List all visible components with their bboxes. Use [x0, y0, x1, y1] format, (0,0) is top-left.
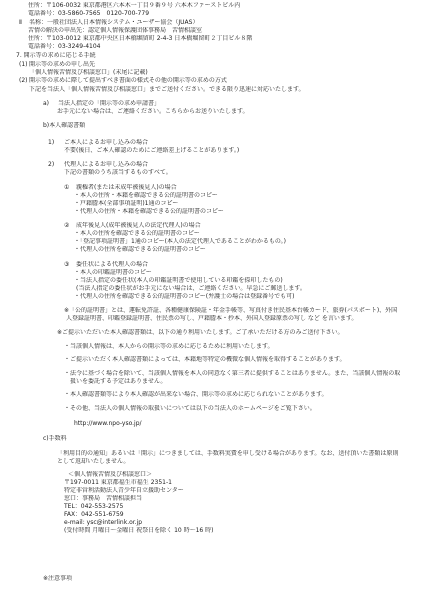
agent-type-3-doc: ・当法人指定の委任状(本人の印鑑証明書で使用している印鑑を捺印したもの): [74, 277, 283, 284]
item-c-line: [43, 435, 67, 443]
sub-1-body: 「個人情報苦情及び相談窓口」(末尾に記載): [29, 69, 148, 76]
item-c-body: 「利用目的の通知」あるいは「開示」につきましては、手数料実費を申し受ける場合があります。なお、送付頂いた書類は原則: [57, 450, 399, 457]
agent-type-1-mark: ①: [64, 184, 70, 191]
agent-type-3-doc: (当法人指定の委任状がお手元にない場合は、ご連絡ください。早急にご郵送します。: [76, 285, 306, 292]
agent-type-3-line: [64, 261, 148, 269]
agent-type-1-doc: ・本人の住所・本籍を確認できる公的証明書のコピー: [74, 192, 218, 199]
contact-2-name: 名称：一般社団法人日本情報システム・ユーザー協会（JUAS）: [29, 19, 199, 26]
contact-desk-heading: ＜個人情報苦情及び相談窓口＞: [68, 471, 153, 478]
agent-type-3-mark: ③: [64, 261, 70, 268]
case-2-body: 下記の書類のうち該当するものすべて。: [64, 169, 172, 176]
public-cert-note: ※「公的証明書」とは、運転免許証、各種健康保険証・年金手帳等、写真付き住民基本台帳カード、旅券(パスポート)、外国: [64, 307, 398, 314]
sub-1-label: (1): [19, 61, 28, 68]
contact-desk-fax: FAX：042-551-6759: [64, 511, 124, 518]
notes-heading: ※注意事項: [43, 575, 73, 582]
agent-type-3-doc: ・本人の印鑑証明書のコピー: [74, 269, 152, 276]
case-1-line: [48, 139, 148, 147]
usage-item-continued: 扱いを委託する予定はありません。: [70, 378, 167, 385]
item-b-line: [43, 122, 85, 130]
public-cert-note: 人登録証明書、印鑑登録証明書、住民票の写し、戸籍謄本・抄本、外国人登録原票の写し など を言います。: [66, 315, 358, 322]
agent-type-3-title: 委任状による代理人の場合: [76, 261, 149, 268]
item-a-line: [43, 100, 160, 108]
contact-desk-hours: (受付時間 月曜日～金曜日 祝祭日を除く 10 時～16 時): [64, 527, 214, 534]
case-1-label: 1): [48, 139, 55, 146]
section-7-heading: 7. 開示等の求めに応じる手続: [16, 52, 96, 59]
item-a-label: a): [43, 100, 50, 107]
agent-type-2-doc: ・本人の住所を確認できる公的証明書のコピー: [74, 230, 200, 237]
agent-type-2-line: [64, 222, 201, 230]
agent-type-3-doc: ・代理人の住所を確認できる公的証明書のコピー(弁護士の場合は登録番号でも可): [74, 293, 295, 300]
agent-type-2-title: 成年後見人(成年被後見人の法定代理人)の場合: [76, 222, 201, 229]
usage-item: ・本人確認書類等により本人確認が出来ない場合、開示等の求めに応じられないことがあります。: [64, 391, 328, 398]
sub-1-line: [19, 61, 95, 69]
item-b-label: b): [43, 122, 50, 129]
agent-type-1-line: [64, 184, 177, 192]
case-1-title: ご本人によるお申し込みの場合: [64, 139, 149, 146]
contact-desk-org: 特定非営利活動法人青少年自立援助センター: [64, 487, 184, 494]
sub-2-label: (2): [19, 77, 28, 84]
contact-1-address: 住所：〒106-0032 東京都港区六本木一丁目９番９号 六本木ファーストビル内: [28, 2, 241, 9]
agent-type-2-doc: ・代理人の住所を確認できる公的証明書のコピー: [74, 246, 206, 253]
item-b-title: 本人確認書類: [49, 122, 86, 129]
contact-2-phone: 電話番号：03-3249-4104: [28, 43, 101, 50]
contact-desk-tel: TEL：042-553-2575: [64, 503, 124, 510]
sub-2-body: 下記を当法人「個人情報苦情及び相談窓口」までご送付ください。できる限り迅速に対応いたします。: [29, 86, 305, 93]
agent-type-1-doc: ・代理人の住所・本籍を確認できる公的証明書のコピー: [74, 208, 224, 215]
case-2-title: 代理人によるお申し込みの場合: [64, 161, 149, 168]
contact-desk-postal: 〒197-0011 東京都福生市福生 2351-1: [64, 479, 172, 486]
sub-2-line: [19, 77, 227, 85]
contact-1-phone: 電話番号：03-5860-7565 0120-700-779: [28, 10, 150, 17]
agent-type-2-doc: ・「登記事項証明書」1通のコピー(本人の法定代理人であることがわかるもの。): [74, 238, 287, 245]
usage-item: ・法令に基づく場合を除いて、当該個人情報を本人の同意なく第三者に提供することはありません。また、当該個人情報の取: [64, 370, 401, 377]
contact-desk-desk: 窓口：事務局 苦情相談担当: [64, 495, 143, 502]
usage-item: ・その他、当法人の個人情報の取扱いについては以下の当法人のホームページをご覧下さい。: [64, 405, 316, 412]
contact-desk-email[interactable]: e-mail: ysc@interlink.or.jp: [64, 519, 143, 526]
homepage-url-line: [74, 420, 142, 428]
case-1-body: 不要(後日、ご本人確認のためにご連絡差上げることがあります。): [64, 147, 240, 154]
item-a-title: 当法人指定の「開示等の求め申請書」: [58, 100, 161, 107]
item-c-title: 手数料: [48, 435, 67, 442]
case-2-line: [48, 161, 148, 169]
usage-item: ・ご提示いただく本人確認書類によっては、本籍地等特定の機微な個人情報を取得することがあります。: [64, 356, 346, 363]
contact-2-numeral: Ⅱ: [19, 19, 22, 26]
item-c-label: c): [43, 435, 49, 442]
agent-type-2-mark: ②: [64, 222, 70, 229]
usage-note: ※ご提示いただいた本人確認書類は、以下の通り利用いたします。ご了承いただける方のみご送付下さい。: [57, 329, 344, 336]
sub-1-title: 開示等の求めの申し出先: [29, 61, 96, 68]
item-c-body: として返却いたしません。: [57, 458, 130, 465]
usage-item: ・当該個人情報は、本人からの開示等の求めに応じるために利用いたします。: [64, 343, 274, 350]
agent-type-1-doc: ・戸籍謄本(全部事項証明)1通のコピー: [74, 200, 179, 207]
agent-type-1-title: 親権者(または未成年被後見人)の場合: [76, 184, 177, 191]
contact-2-complaint-desk: 苦情の解決の申出先：認定個人情報保護団体事務局 苦情相談室: [28, 27, 203, 34]
sub-2-title: 開示等の求めに際して提出すべき書面の様式その他の開示等の求めの方式: [29, 77, 227, 84]
item-a-body: お手元にない場合は、ご連絡ください。こちらからお送りいたします。: [57, 108, 249, 115]
homepage-url-link[interactable]: http://www.npo-yso.jp/: [74, 420, 142, 427]
contact-2-name-line: [19, 19, 198, 27]
case-2-label: 2): [48, 161, 55, 168]
contact-2-address: 住所：〒103-0012 東京都中央区日本橋堀留町 2-4-3 日本橋堀留町２丁目ビル８階: [28, 35, 253, 42]
